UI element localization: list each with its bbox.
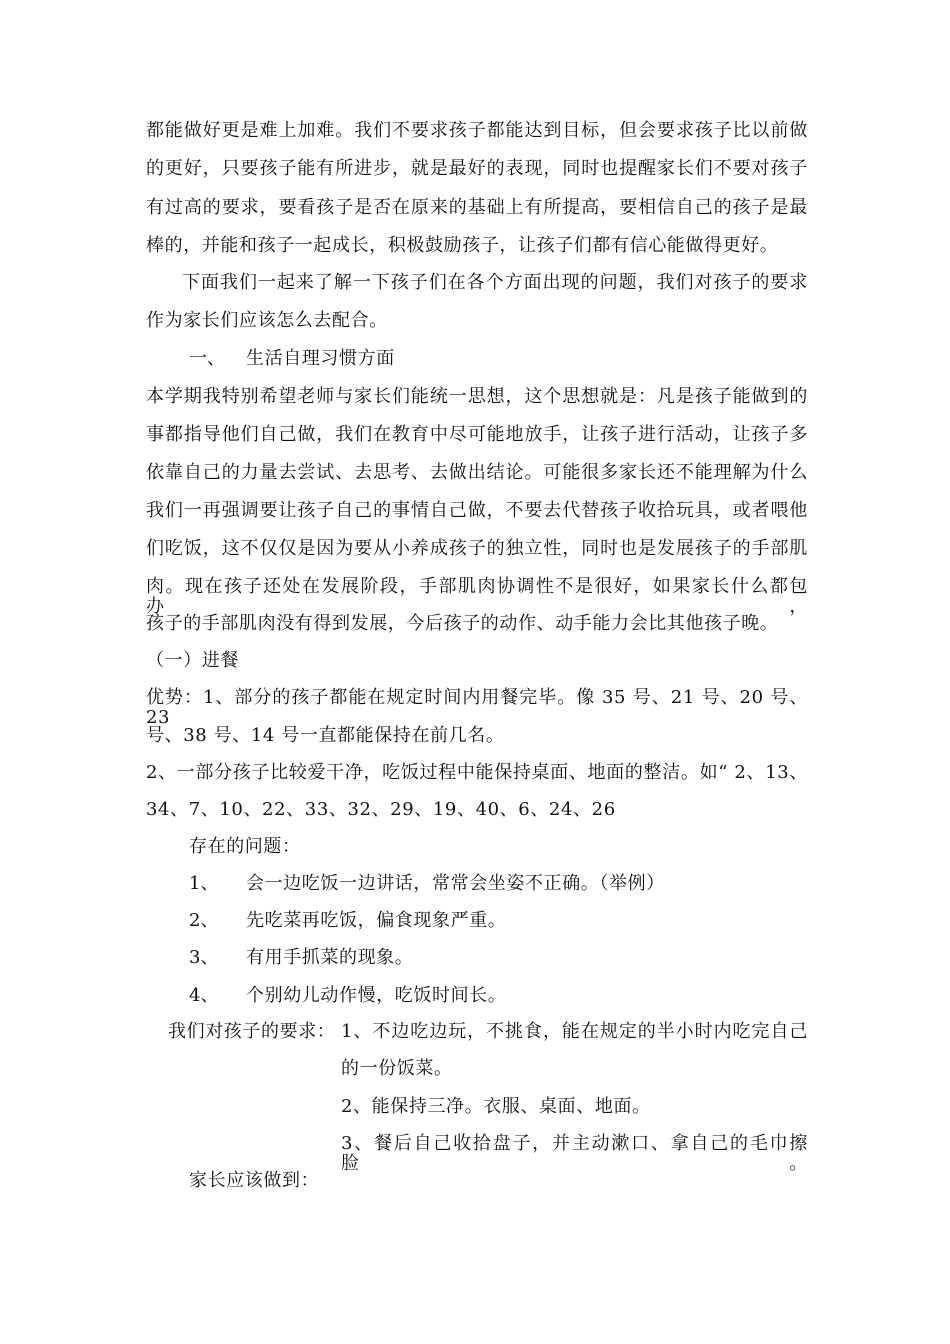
section-line-5: 们吃饭，这不仅仅是因为要从小养成孩子的独立性，同时也是发展孩子的手部肌 — [146, 538, 808, 559]
problem-number: 2、 — [189, 910, 219, 931]
section-line-4: 我们一再强调要让孩子自己的事情自己做，不要去代替孩子收拾玩具，或者喂他 — [146, 500, 808, 521]
problem-text: 有用手抓菜的现象。 — [246, 947, 414, 968]
requirement-line: 3、餐后自己收拾盘子，并主动漱口、拿自己的毛巾擦脸。 — [341, 1133, 808, 1174]
intro-line-4: 棒的，并能和孩子一起成长，积极鼓励孩子，让孩子们都有信心能做得更好。 — [146, 235, 779, 256]
transition-line-2: 作为家长们应该怎么去配合。 — [146, 310, 388, 331]
advantage-line-1: 优势：1、部分的孩子都能在规定时间内用餐完毕。像 35 号、21 号、20 号、23 — [146, 687, 808, 728]
problem-number: 4、 — [189, 985, 219, 1006]
advantage-line-3: 2、一部分孩子比较爱干净，吃饭过程中能保持桌面、地面的整洁。如“ 2、13、 — [146, 762, 808, 783]
section-title: 生活自理习惯方面 — [246, 348, 395, 369]
section-line-7: 孩子的手部肌肉没有得到发展，今后孩子的动作、动手能力会比其他孩子晚。 — [146, 613, 779, 634]
problems-heading: 存在的问题： — [189, 836, 301, 857]
intro-line-2: 的更好，只要孩子能有所进步，就是最好的表现，同时也提醒家长们不要对孩子 — [146, 158, 808, 179]
section-line-1: 本学期我特别希望老师与家长们能统一思想，这个思想就是：凡是孩子能做到的 — [146, 386, 808, 407]
transition-line-1: 下面我们一起来了解一下孩子们在各个方面出现的问题，我们对孩子的要求 — [182, 272, 808, 293]
problem-text: 先吃菜再吃饭，偏食现象严重。 — [246, 910, 507, 931]
advantage-line-4: 34、7、10、22、33、32、29、19、40、6、24、26 — [146, 799, 616, 820]
parents-heading: 家长应该做到： — [189, 1170, 320, 1191]
problem-text: 会一边吃饭一边讲话，常常会坐姿不正确。（举例） — [246, 873, 665, 894]
requirement-line: 的一份饭菜。 — [341, 1058, 453, 1079]
intro-line-1: 都能做好更是难上加难。我们不要求孩子都能达到目标，但会要求孩子比以前做 — [146, 120, 808, 141]
subsection-title: （一）进餐 — [146, 650, 239, 671]
requirement-line: 2、能保持三净。衣服、桌面、地面。 — [341, 1096, 651, 1117]
problem-number: 1、 — [189, 873, 219, 894]
problem-text: 个别幼儿动作慢，吃饭时间长。 — [246, 985, 507, 1006]
requirements-label: 我们对孩子的要求： — [168, 1021, 336, 1042]
section-number: 一、 — [189, 348, 225, 369]
advantage-line-2: 号、38 号、14 号一直都能保持在前几名。 — [146, 725, 505, 746]
intro-line-3: 有过高的要求，要看孩子是否在原来的基础上有所提高，要相信自己的孩子是最 — [146, 197, 808, 218]
section-line-3: 依靠自己的力量去尝试、去思考、去做出结论。可能很多家长还不能理解为什么 — [146, 462, 808, 483]
section-line-6: 肉。现在孩子还处在发展阶段，手部肌肉协调性不是很好，如果家长什么都包办， — [146, 576, 808, 617]
requirement-line: 1、不边吃边玩，不挑食，能在规定的半小时内吃完自己 — [341, 1021, 808, 1042]
problem-number: 3、 — [189, 947, 219, 968]
section-line-2: 事都指导他们自己做，我们在教育中尽可能地放手，让孩子进行活动，让孩子多 — [146, 424, 808, 445]
